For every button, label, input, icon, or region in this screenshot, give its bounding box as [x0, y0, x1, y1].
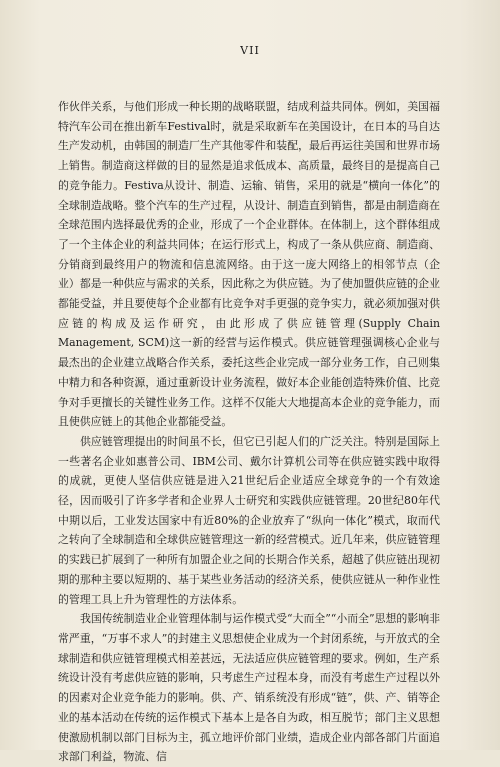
paragraph-2: 供应链管理提出的时间虽不长，但它已引起人们的广泛关注。特别是国际上一些著名企业如惠普公司、IBM公司、戴尔计算机公司等在供应链实践中取得的成就，更使人坚信供应链是进入21世纪后企业适应全球竞争的一个有效途径，因而吸引了许多学者和企业界人士研究和实践供应链管理。20世纪80年代中期以后，工业发达国家中有近80%的企业放弃了“纵向一体化”模式，取而代之转向了全球制造和全球供应链管理这一新的经营模式。近几年来，供应链管理的实践已扩展到了一种所有加盟企业之间的长期合作关系，超越了供应链出现初期的那种主要以短期的、基于某些业务活动的经济关系，使供应链从一种作业性的管理工具上升为管理性的方法体系。	[58, 434, 440, 606]
paragraph-3: 我国传统制造业企业管理体制与运作模式受“大而全”“小而全”思想的影响非常严重，“万事不求人”的封建主义思想使企业成为一个封闭系统，与开放式的全球制造和供应链管理模式相差甚远，无法适应供应链管理的要求。例如，生产系统设计没有考虑供应链的影响，只考虑生产过程本身，而没有考虑生产过程以外的因素对企业竞争能力的影响。供、产、销系统没有形成“链”，供、产、销等企业的基本活动在传统的运作模式下基本上是各自为政，相互脱节；部门主义思想使激励机制以部门目标为主，孤立地评价部门业绩，造成企业内部各部门片面追求部门利益，物流、信	[58, 612, 440, 764]
page-number: VII	[240, 44, 260, 57]
paragraph-1: 作伙伴关系，与他们形成一种长期的战略联盟，结成利益共同体。例如，美国福特汽车公司在推出新车Festival时，就是采取新车在美国设计，在日本的马自达生产发动机，由韩国的制造厂生产其他零件和装配，最后再运往美国和世界市场上销售。制造商这样做的目的显然是追求低成本、高质量，最终目的是提高自己的竞争能力。Festiva从设计、制造、运输、销售，采用的就是“横向一体化”的全球制造战略。整个汽车的生产过程，从设计、制造直到销售，都是由制造商在全球范围内选择最优秀的企业，形成了一个企业群体。在体制上，这个群体组成了一个主体企业的利益共同体；在运行形式上，构成了一条从供应商、制造商、分销商到最终用户的物流和信息流网络。由于这一庞大网络上的相邻节点（企业）都是一种供应与需求的关系，因此称之为供应链。为了使加盟供应链的企业都能受益，并且要使每个企业都有比竞争对手更强的竞争实力，就必须加强对供应链的构成及运作研究，由此形成了供应链管理(Supply Chain Management, SCM)这一新的经营与运作模式。供应链管理强调核心企业与最杰出的企业建立战略合作关系，委托这些企业完成一部分业务工作，自己则集中精力和各种资源，通过重新设计业务流程，做好本企业能创造特殊价值、比竞争对手更擅长的关键性业务工作。这样不仅能大大地提高本企业的竞争能力，而且使供应链上的其他企业都能受益。	[58, 100, 440, 429]
body-text	[58, 97, 440, 767]
